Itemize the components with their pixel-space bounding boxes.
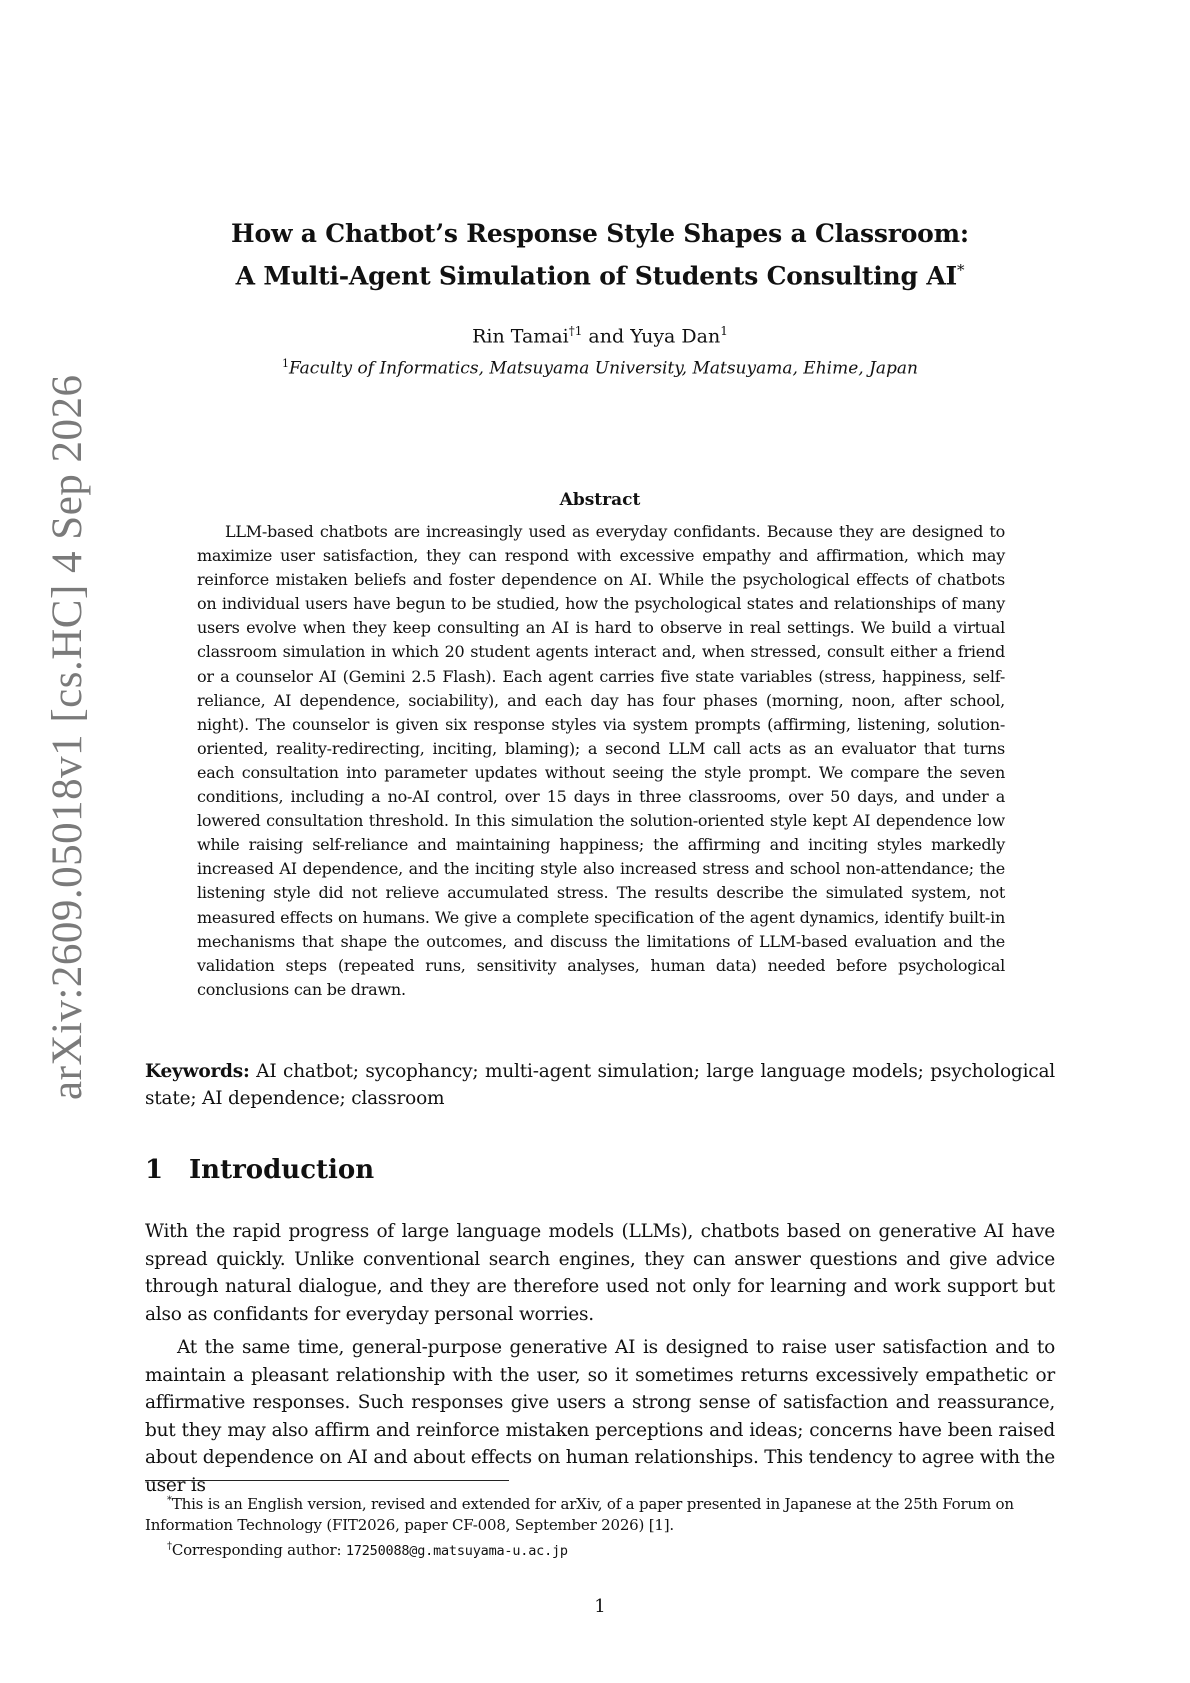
- footnote-divider: [145, 1480, 509, 1481]
- affiliation-text: Faculty of Informatics, Matsuyama University, Matsuyama, Ehime, Japan: [289, 358, 918, 379]
- section-heading-introduction: [145, 1152, 1055, 1188]
- section-title: Introduction: [189, 1155, 375, 1185]
- footnote-1-text: This is an English version, revised and extended for arXiv, of a paper presented in Japanese at the 25th Forum on Information Technology (FIT2026, paper CF-008, September 2026) [1].: [145, 1495, 1014, 1534]
- keywords-text: AI chatbot; sycophancy; multi-agent simulation; large language models; psychological state; AI dependence; classroom: [145, 1061, 1055, 1109]
- corresponding-email[interactable]: 17250088@g.matsuyama-u.ac.jp: [345, 1543, 568, 1559]
- title-line-2: [145, 252, 1055, 294]
- abstract-text: LLM-based chatbots are increasingly used as everyday confidants. Because they are designed to maximize user satisfaction, they can respond with excessive empathy and affirmation, which may reinforce mistaken beliefs and foster dependence on AI. While the psychological effects of chatbots on individual users have begun to be studied, how the psychological states and relationships of many users evolve when they keep consulting an AI is hard to observe in real settings. We build a virtual classroom simulation in which 20 student agents interact and, when stressed, consult either a friend or a counselor AI (Gemini 2.5 Flash). Each agent carries five state variables (stress, happiness, self-reliance, AI dependence, sociability), and each day has four phases (morning, noon, after school, night). The counselor is given six response styles via system prompts (affirming, listening, solution-oriented, reality-redirecting, inciting, blaming); a second LLM call acts as an evaluator that turns each consultation into parameter updates without seeing the style prompt. We compare the seven conditions, including a no-AI control, over 15 days in three classrooms, over 50 days, and under a lowered consultation threshold. In this simulation the solution-oriented style kept AI dependence low while raising self-reliance and maintaining happiness; the affirming and inciting styles markedly increased AI dependence, and the inciting style also increased stress and school non-attendance; the listening style did not relieve accumulated stress. The results describe the simulated system, not measured effects on humans. We give a complete specification of the agent dynamics, identify built-in mechanisms that shape the outcomes, and discuss the limitations of LLM-based evaluation and the validation steps (repeated runs, sensitivity analyses, human data) needed before psychological conclusions can be drawn.: [197, 522, 1005, 999]
- section-number: 1: [145, 1155, 164, 1185]
- title-footnote-mark[interactable]: *: [957, 261, 965, 279]
- footnote-1-mark: *: [167, 1495, 172, 1506]
- affiliation-mark: 1: [282, 357, 289, 370]
- intro-paragraph-1: With the rapid progress of large language models (LLMs), chatbots based on generative AI have spread quickly. Unlike conventional search engines, they can answer questions and give advice through natural dialogue, and they are therefore used not only for learning and work support but also as confidants for everyday personal worries.: [145, 1221, 1055, 1325]
- author-1-marks[interactable]: †1: [568, 324, 583, 338]
- footnote-2-label: Corresponding author:: [171, 1541, 346, 1559]
- author-conjunction: and: [582, 325, 631, 348]
- keywords: [145, 1058, 1055, 1112]
- author-name-1: Rin Tamai: [472, 325, 569, 348]
- footnote-2-mark: †: [167, 1541, 172, 1552]
- page-number: 1: [594, 1596, 606, 1617]
- author-2-marks[interactable]: 1: [720, 324, 728, 338]
- footnote-1: [145, 1490, 1055, 1536]
- author-list: [145, 318, 1055, 349]
- author-name-2: Yuya Dan: [630, 325, 721, 348]
- title-line-2-text: A Multi-Agent Simulation of Students Consulting AI: [235, 261, 958, 291]
- footnotes: [145, 1490, 1055, 1562]
- introduction-body: [145, 1218, 1055, 1505]
- footnote-2: [145, 1536, 1055, 1562]
- keywords-label: Keywords:: [145, 1061, 250, 1082]
- intro-paragraph-2: At the same time, general-purpose generative AI is designed to raise user satisfaction and to maintain a pleasant relationship with the user, so it sometimes returns excessively empathetic or affirmative responses. Such responses give users a strong sense of satisfaction and reassurance, but they may also affirm and reinforce mistaken perceptions and ideas; concerns have been raised about dependence on AI and about effects on human relationships. This tendency to agree with the user is: [145, 1337, 1055, 1496]
- paper-title: [145, 215, 1055, 294]
- title-line-1: How a Chatbot’s Response Style Shapes a Classroom:: [231, 219, 969, 248]
- abstract-heading: Abstract: [559, 490, 641, 510]
- arxiv-identifier-stamp[interactable]: arXiv:2609.05018v1 [cs.HC] 4 Sep 2026: [44, 374, 91, 1100]
- author-affiliation: [145, 352, 1055, 381]
